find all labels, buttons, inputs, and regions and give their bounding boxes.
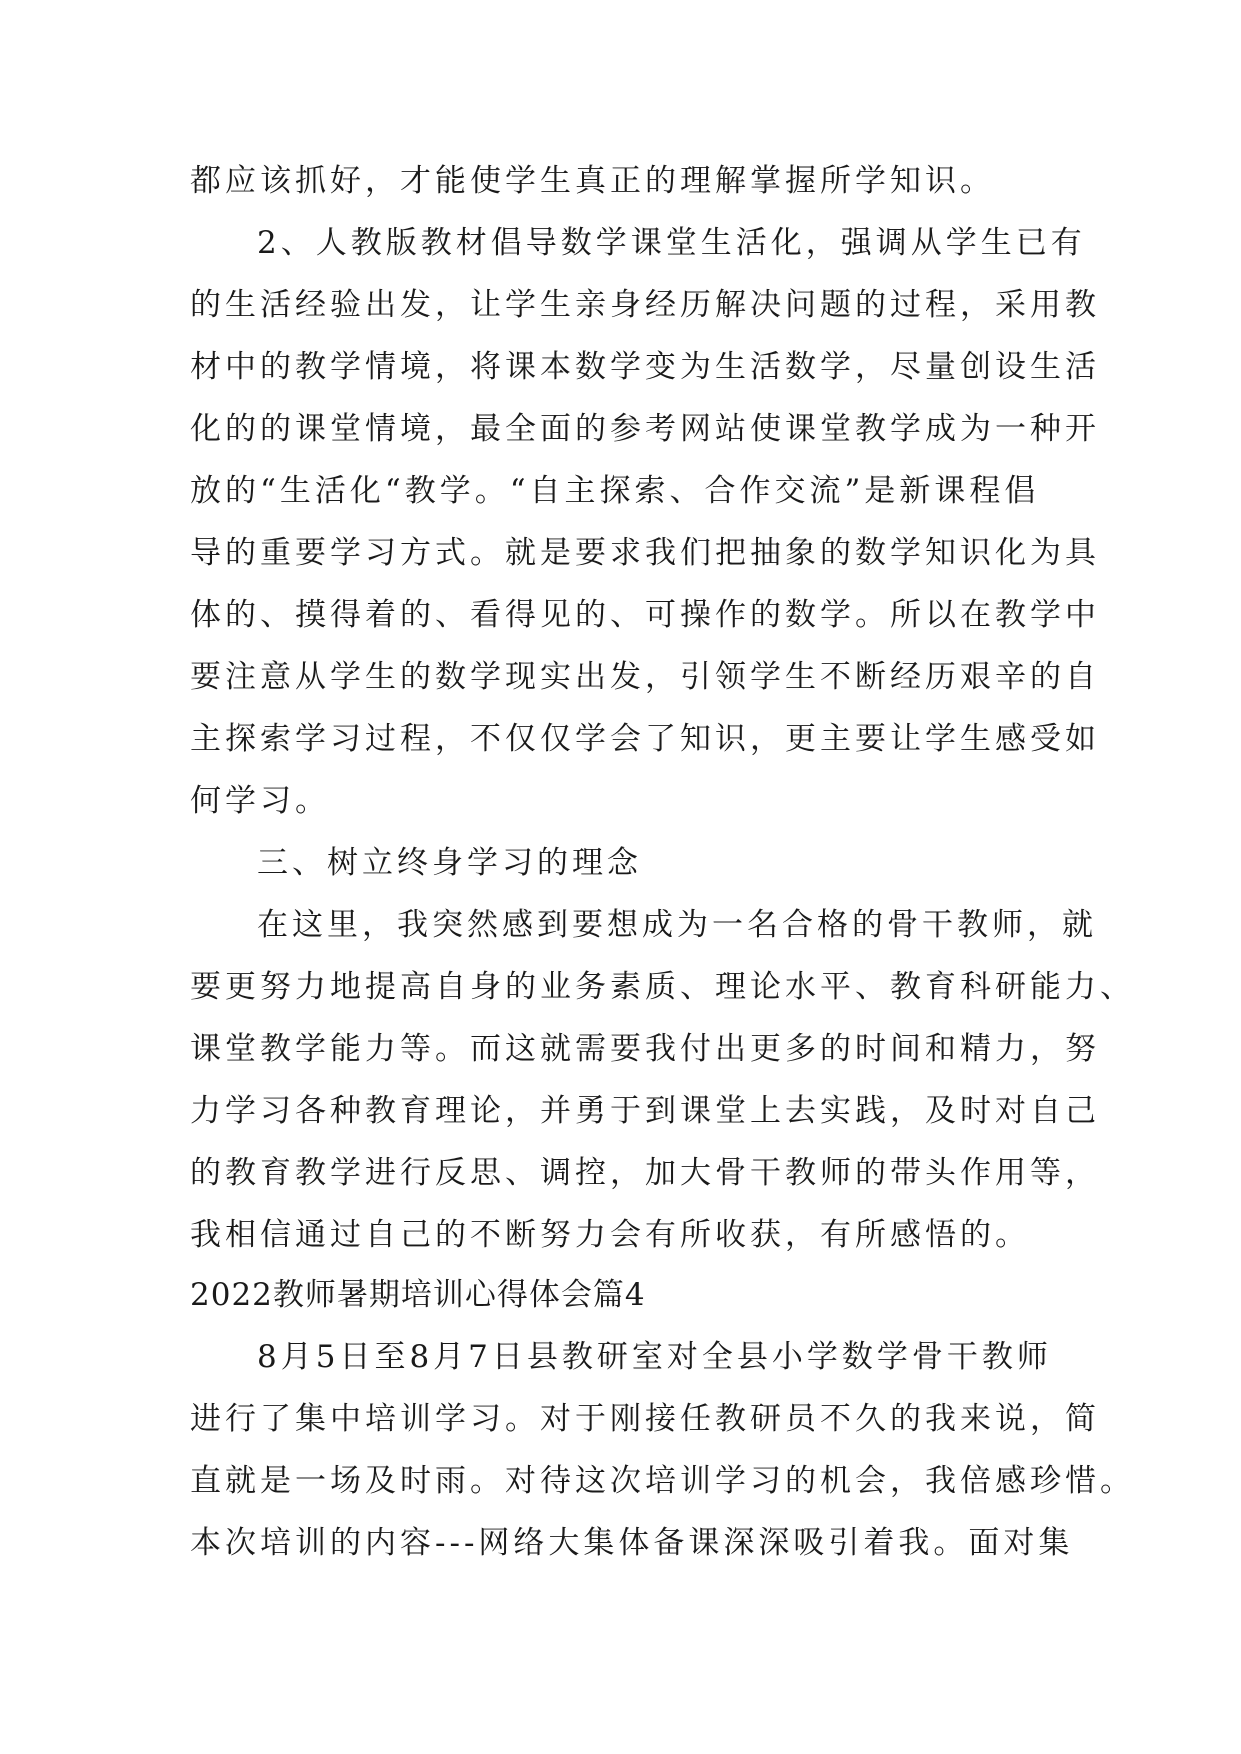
paragraph-line: 2、人教版教材倡导数学课堂生活化，强调从学生已有 — [257, 225, 1086, 261]
paragraph-line: 课堂教学能力等。而这就需要我付出更多的时间和精力，努 — [190, 1031, 1100, 1067]
paragraph-line: 力学习各种教育理论，并勇于到课堂上去实践，及时对自己 — [190, 1093, 1100, 1129]
paragraph-line: 本次培训的内容---网络大集体备课深深吸引着我。面对集 — [190, 1525, 1074, 1561]
body-text-section-1 — [190, 150, 1135, 1266]
paragraph-line: 要注意从学生的数学现实出发，引领学生不断经历艰辛的自 — [190, 659, 1100, 695]
paragraph-line: 材中的教学情境，将课本数学变为生活数学，尽量创设生活 — [190, 349, 1100, 385]
paragraph-line: 导的重要学习方式。就是要求我们把抽象的数学知识化为具 — [190, 535, 1100, 571]
paragraph-line: 化的的课堂情境，最全面的参考网站使课堂教学成为一种开 — [190, 411, 1100, 447]
paragraph-line: 在这里，我突然感到要想成为一名合格的骨干教师，就 — [257, 907, 1097, 943]
paragraph-line: 我相信通过自己的不断努力会有所收获，有所感悟的。 — [190, 1217, 1030, 1253]
paragraph-line: 主探索学习过程，不仅仅学会了知识，更主要让学生感受如 — [190, 721, 1100, 757]
paragraph-line: 的教育教学进行反思、调控，加大骨干教师的带头作用等， — [190, 1155, 1100, 1191]
paragraph-line: 放的“生活化“教学。“自主探索、合作交流”是新课程倡 — [190, 473, 1040, 509]
paragraph-line: 的生活经验出发，让学生亲身经历解决问题的过程，采用教 — [190, 287, 1100, 323]
body-text-section-2 — [190, 1264, 1135, 1574]
section-title: 2022教师暑期培训心得体会篇4 — [190, 1277, 646, 1313]
paragraph-line: 进行了集中培训学习。对于刚接任教研员不久的我来说，简 — [190, 1401, 1100, 1437]
paragraph-line: 体的、摸得着的、看得见的、可操作的数学。所以在教学中 — [190, 597, 1100, 633]
paragraph-line: 直就是一场及时雨。对待这次培训学习的机会，我倍感珍惜。 — [190, 1463, 1135, 1499]
paragraph-line: 何学习。 — [190, 783, 330, 819]
paragraph-line: 要更努力地提高自身的业务素质、理论水平、教育科研能力、 — [190, 969, 1135, 1005]
paragraph-line: 8月5日至8月7日县教研室对全县小学数学骨干教师 — [257, 1339, 1052, 1375]
paragraph-line: 都应该抓好，才能使学生真正的理解掌握所学知识。 — [190, 163, 995, 199]
subheading: 三、树立终身学习的理念 — [257, 845, 642, 881]
